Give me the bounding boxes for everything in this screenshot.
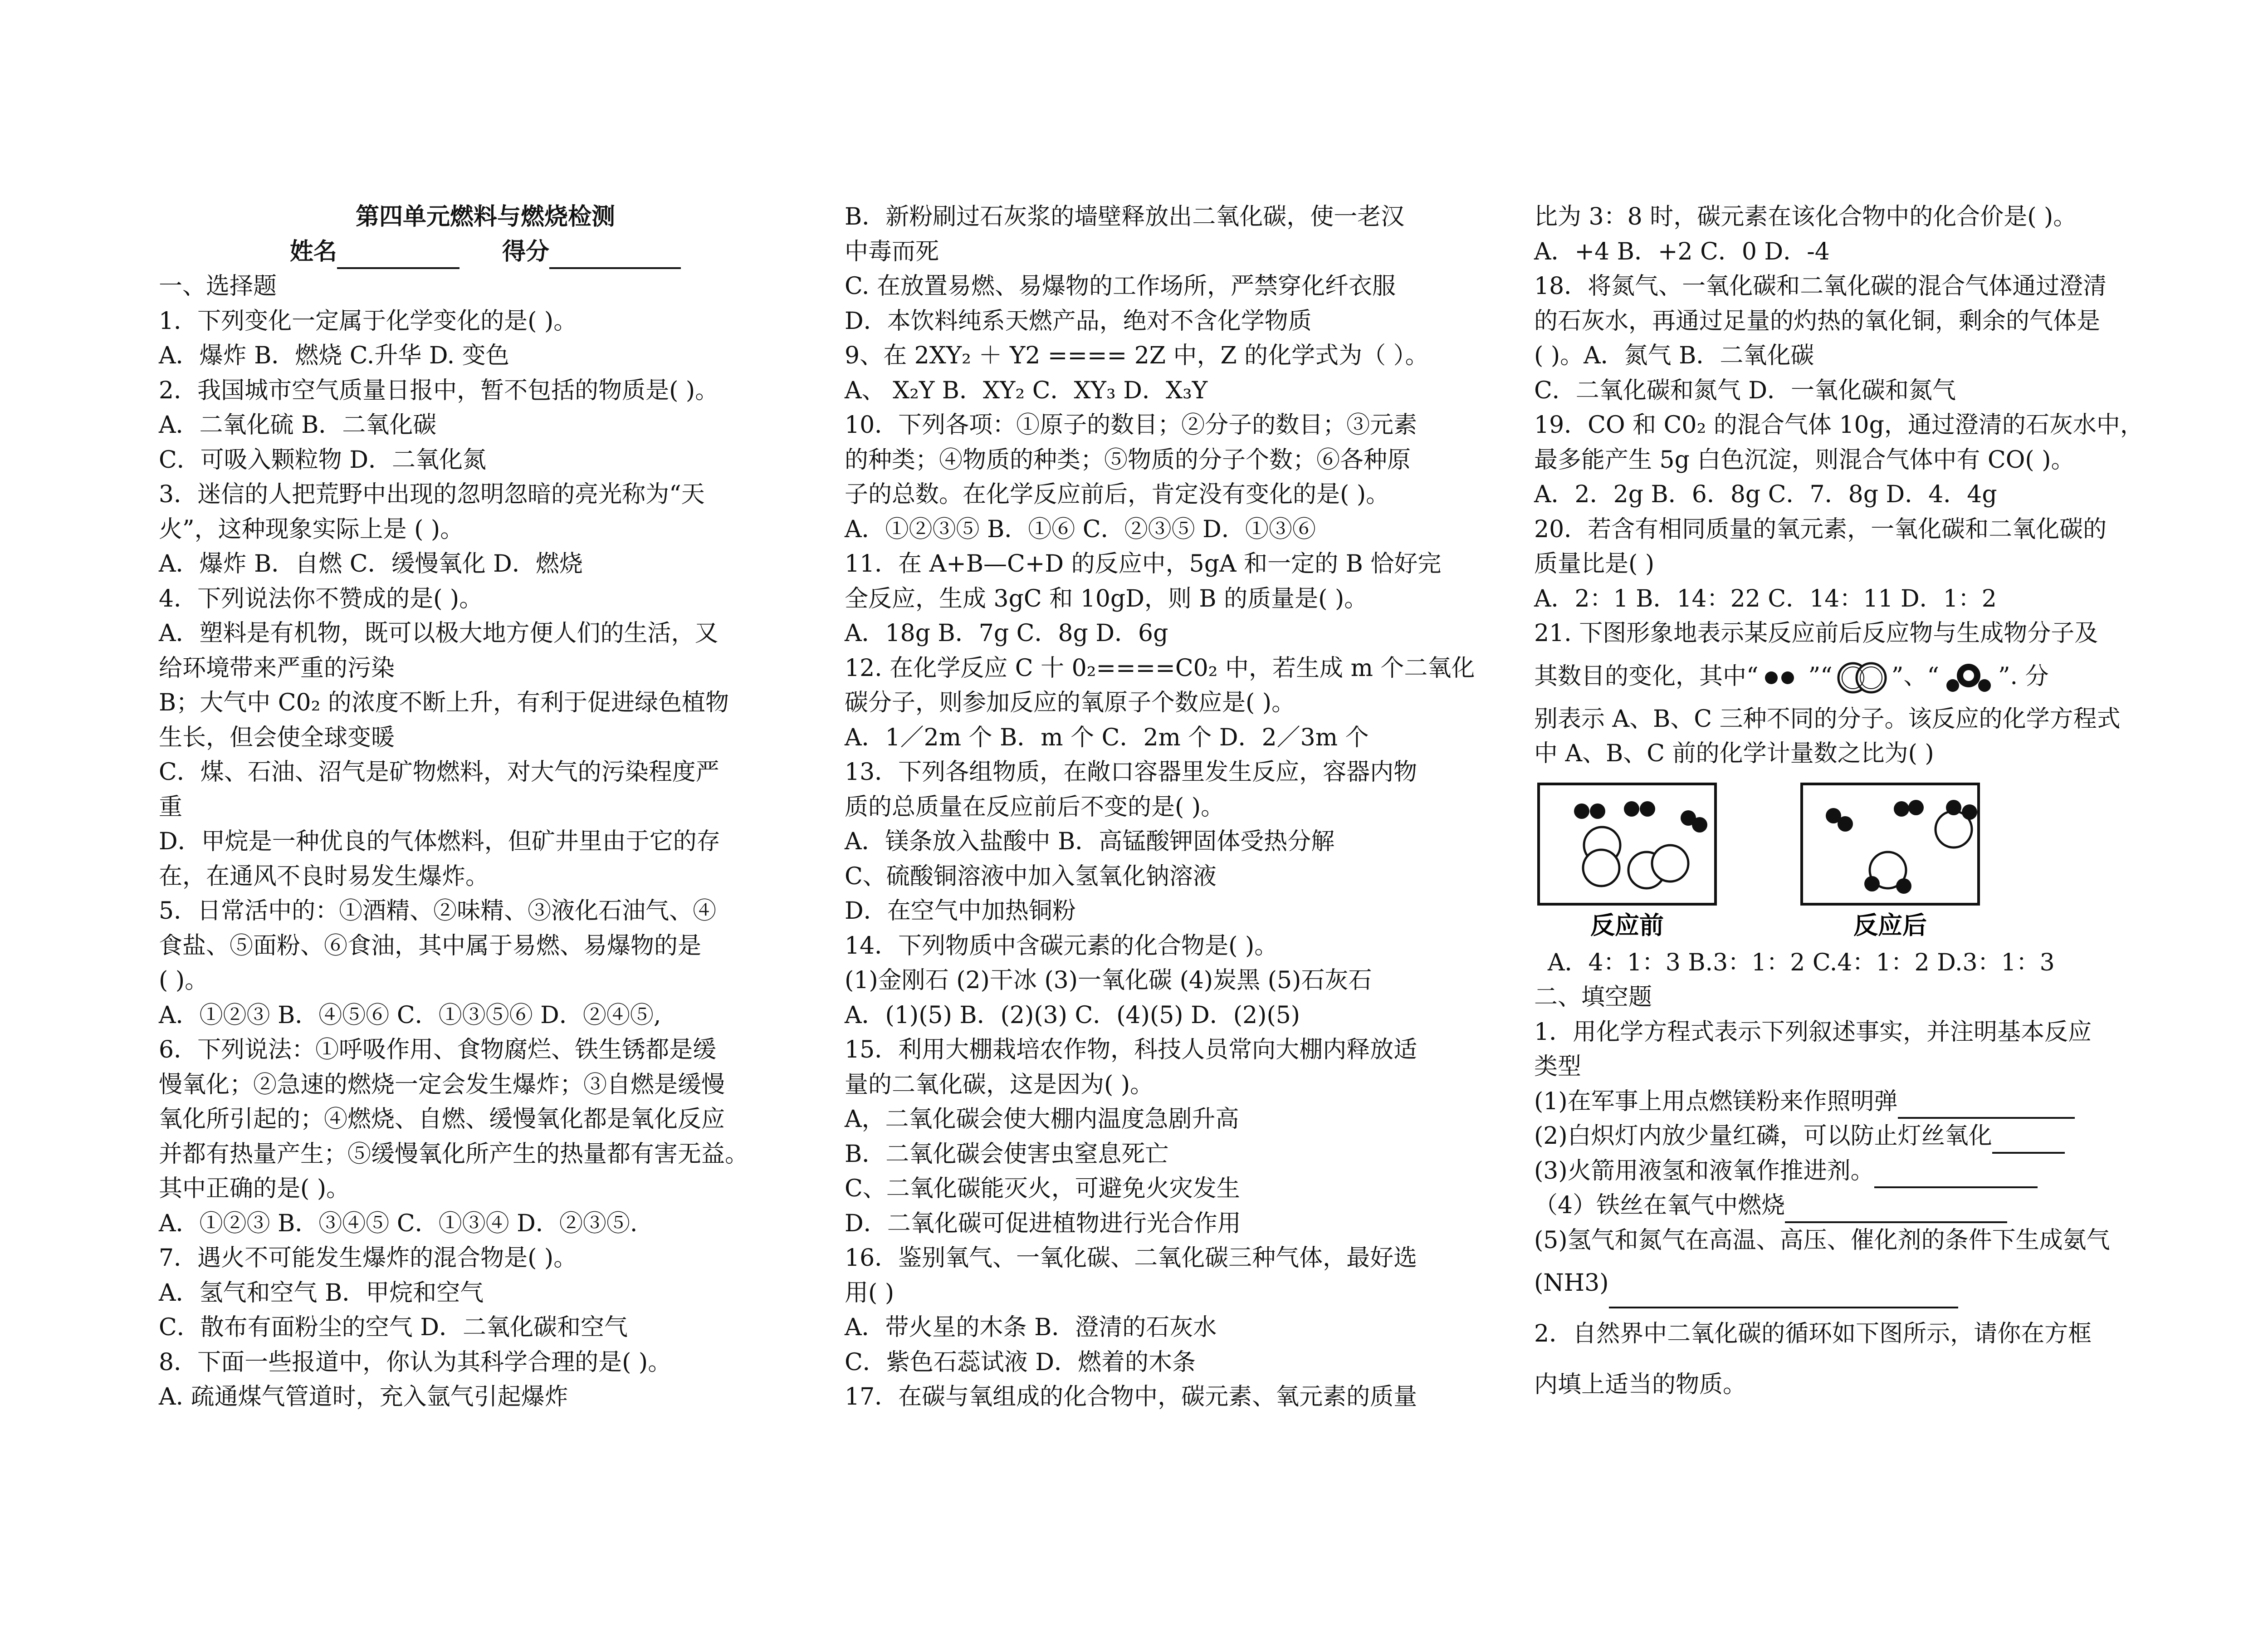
before-label: 反应前 [1590,911,1664,940]
col3a-line: A．2：1 B．14：22 C．14：11 D．1：2 [1534,585,1997,612]
col2-line: 的种类；④物质的种类；⑤物质的分子个数；⑥各种原 [845,446,1411,474]
col3a-line: 的石灰水，再通过足量的灼热的氧化铜，剩余的气体是 [1534,307,2101,335]
col2-line: A．(1)(5) B．(2)(3) C．(4)(5) D．(2)(5) [845,1001,1300,1029]
col2-line: D．在空气中加热铜粉 [845,897,1076,925]
col2-line: A．18g B．7g C．8g D．6g [845,620,1168,647]
col2-lines [845,200,1498,1415]
col3a-line: 18．将氮气、一氧化碳和二氧化碳的混合气体通过澄清 [1534,273,2107,300]
col3b-line: 类型 [1534,1053,1582,1080]
col2-line: A．镁条放入盐酸中 B．高锰酸钾固体受热分解 [845,828,1335,855]
col3a-line: A．+4 B．+2 C．0 D．-4 [1534,238,1830,265]
molecule-c-icon [1939,657,1998,698]
col3a-line: C．二氧化碳和氮气 D．一氧化碳和氮气 [1534,377,1956,404]
col2-line: 全反应，生成 3gC 和 10gD，则 B 的质量是( )。 [845,585,1368,612]
col1-line: 4．下列说法你不赞成的是( )。 [159,585,483,612]
col3a-line: 21. 下图形象地表示某反应前后反应物与生成物分子及 [1534,620,2098,647]
col1-line: A．爆炸 B．自燃 C．缓慢氧化 D．燃烧 [159,550,583,578]
col3b-line: 1．用化学方程式表示下列叙述事实，并注明基本反应 [1534,1018,2092,1046]
col2-line: D．本饮料纯系天燃产品，绝对不含化学物质 [845,307,1312,335]
col1-line: B；大气中 C0₂ 的浓度不断上升，有利于促进绿色植物 [159,689,729,716]
col2-line: 17．在碳与氧组成的化合物中，碳元素、氧元素的质量 [845,1383,1418,1411]
column-2 [845,200,1498,1415]
fill-6: (NH3) [1534,1258,2183,1308]
col3a-line: 19．CO 和 C0₂ 的混合气体 10g，通过澄清的石灰水中， [1534,411,2144,439]
score-blank[interactable] [549,242,681,269]
q2-line2: 内填上适当的物质。 [1534,1371,1747,1398]
col3-lines-b [1534,980,2183,1084]
col1-line: 1．下列变化一定属于化学变化的是( )。 [159,307,577,335]
score-label: 得分 [502,237,550,265]
col2-line: C．紫色石蕊试液 D．燃着的木条 [845,1348,1196,1376]
col1-line: A. 疏通煤气管道时，充入氩气引起爆炸 [159,1383,568,1411]
col1-line: ( )。 [159,967,209,994]
col1-line: 5．日常活中的：①酒精、②味精、③液化石油气、④ [159,897,717,925]
col2-line: D．二氧化碳可促进植物进行光合作用 [845,1210,1241,1237]
col2-line: 9、在 2XY₂ ＋ Y2 ==== 2Z 中，Z 的化学式为（ ）。 [845,342,1429,369]
col1-line: 生长，但会使全球变暖 [159,724,395,751]
col1-line: 食盐、⑤面粉、⑥食油，其中属于易燃、易爆物的是 [159,932,702,960]
col1-line: 2．我国城市空气质量日报中，暂不包括的物质是( )。 [159,377,719,404]
col2-line: 12. 在化学反应 C 十 0₂====C0₂ 中，若生成 m 个二氧化 [845,654,1475,682]
col1-line: 并都有热量产生；⑤缓慢氧化所产生的热量都有害无益。 [159,1140,749,1168]
fill-2: (2)白炽灯内放少量红磷，可以防止灯丝氧化 [1534,1119,2183,1154]
col2-line: A、 X₂Y B．XY₂ C．XY₃ D．X₃Y [845,377,1208,404]
col3a-line: 最多能产生 5g 白色沉淀，则混合气体中有 CO( )。 [1534,446,2075,474]
q2-line1: 2．自然界中二氧化碳的循环如下图所示，请你在方框 [1534,1320,2092,1347]
col1-line: A．①②③ B．③④⑤ C．①③④ D．②③⑤. [159,1210,638,1237]
col2-line: 13．下列各组物质，在敞口容器里发生反应，容器内物 [845,759,1418,786]
before-box [1539,784,1716,904]
q21-line3: 中 A、B、C 前的化学计量数之比为( ) [1534,740,1934,767]
name-blank[interactable] [337,242,459,269]
col2-line: C. 在放置易燃、易爆物的工作场所，严禁穿化纤衣服 [845,273,1396,300]
reaction-diagram [1534,779,2051,943]
col1-line: 8．下面一些报道中，你认为其科学合理的是( )。 [159,1348,672,1376]
col1-lines [159,269,812,1415]
col2-line: B．新粉刷过石灰浆的墙壁释放出二氧化碳，使一老汉 [845,203,1405,230]
col1-line: 一、选择题 [159,273,277,300]
col2-line: A．1／2m 个 B．m 个 C．2m 个 D．2／3m 个 [845,724,1369,751]
col1-line: C．煤、石油、沼气是矿物燃料，对大气的污染程度严 [159,759,719,786]
col1-line: 慢氧化；②急速的燃烧一定会发生爆炸；③自燃是缓慢 [159,1071,725,1098]
col2-line: 16．鉴别氧气、一氧化碳、二氧化碳三种气体，最好选 [845,1244,1418,1272]
col2-line: C、二氧化碳能灭火，可避免火灾发生 [845,1175,1240,1202]
col1-line: D．甲烷是一种优良的气体燃料，但矿井里由于它的存 [159,828,720,855]
col3-lines-a [1534,200,2183,651]
fill-6-blank[interactable] [1609,1281,1958,1308]
fill-3-blank[interactable] [1874,1161,2038,1188]
page-title: 第四单元燃料与燃烧检测 [355,203,615,230]
fill-5: (5)氢气和氮气在高温、高压、催化剂的条件下生成氨气 [1534,1226,2110,1254]
col1-line: 6．下列说法：①呼吸作用、食物腐烂、铁生锈都是缓 [159,1036,717,1063]
col1-line: 重 [159,793,183,821]
col2-line: 量的二氧化碳，这是因为( )。 [845,1071,1154,1098]
col1-line: C．散布有面粉尘的空气 D．二氧化碳和空气 [159,1314,628,1341]
col2-line: B．二氧化碳会使害虫窒息死亡 [845,1140,1169,1168]
col1-line: C．可吸入颗粒物 D．二氧化氮 [159,446,487,474]
col1-line: A．爆炸 B．燃烧 C.升华 D. 变色 [159,342,509,369]
col1-line: 氧化所引起的；④燃烧、自燃、缓慢氧化都是氧化反应 [159,1106,725,1133]
fill-4-blank[interactable] [1785,1196,2007,1223]
molecule-b-icon [1833,657,1892,698]
molecule-a-icon [1759,666,1809,689]
col3a-line: 质量比是( ) [1534,550,1655,578]
col3a-line: 比为 3：8 时，碳元素在该化合物中的化合价是( )。 [1534,203,2077,230]
col1-line: 3．迷信的人把荒野中出现的忽明忽暗的亮光称为“天 [159,481,705,508]
col2-line: C、硫酸铜溶液中加入氢氧化钠溶液 [845,862,1217,890]
q21-line1: 其数目的变化，其中“ ”“ ”、“ ”. 分 [1534,651,2183,702]
col1-line: A．塑料是有机物，既可以极大地方便人们的生活，又 [159,620,719,647]
col2-line: A．①②③⑤ B．①⑥ C．②③⑤ D．①③⑥ [845,515,1316,543]
col2-line: 质的总质量在反应前后不变的是( )。 [845,793,1225,821]
col2-line: 子的总数。在化学反应前后，肯定没有变化的是( )。 [845,481,1390,508]
fill-4: （4）铁丝在氧气中燃烧 [1534,1188,2183,1223]
column-3 [1534,200,2183,1410]
col2-line: 用( ) [845,1279,894,1307]
name-label: 姓名 [289,237,337,265]
after-box [1802,784,1979,904]
col2-line: 11．在 A+B—C+D 的反应中，5gA 和一定的 B 恰好完 [845,550,1442,578]
col2-line: 碳分子，则参加反应的氧原子个数应是( )。 [845,689,1295,716]
col2-line: 15．利用大棚栽培农作物，科技人员常向大棚内释放适 [845,1036,1418,1063]
fill-1-blank[interactable] [1898,1092,2075,1119]
col3b-line: 二、填空题 [1534,984,1652,1011]
col3a-line: A．2．2g B．6．8g C．7．8g D．4．4g [1534,481,1997,508]
q21-line2: 别表示 A、B、C 三种不同的分子。该反应的化学方程式 [1534,705,2121,733]
col1-line: A．氢气和空气 B．甲烷和空气 [159,1279,484,1307]
col2-line: 10．下列各项：①原子的数目；②分子的数目；③元素 [845,411,1418,439]
col2-line: 中毒而死 [845,238,939,265]
after-label: 反应后 [1853,911,1927,940]
col3a-line: ( )。A．氮气 B．二氧化碳 [1534,342,1814,369]
col1-line: 给环境带来严重的污染 [159,654,395,682]
col2-line: A，二氧化碳会使大棚内温度急剧升高 [845,1106,1239,1133]
q21-options: A．4：1：3 B.3：1：2 C.4：1：2 D.3：1：3 [1548,949,2055,976]
col1-line: 火”，这种现象实际上是 ( )。 [159,515,464,543]
fill-2-blank[interactable] [1992,1126,2065,1154]
col2-line: 14．下列物质中含碳元素的化合物是( )。 [845,932,1278,960]
fill-1: (1)在军事上用点燃镁粉来作照明弹 [1534,1084,2183,1119]
col1-line: A．二氧化硫 B．二氧化碳 [159,411,437,439]
col2-line: A．带火星的木条 B．澄清的石灰水 [845,1314,1217,1341]
name-score-line [159,235,812,269]
fill-3: (3)火箭用液氢和液氧作推进剂。 [1534,1154,2183,1189]
col1-line: 在，在通风不良时易发生爆炸。 [159,862,489,890]
col2-line: (1)金刚石 (2)干冰 (3)一氧化碳 (4)炭黑 (5)石灰石 [845,967,1372,994]
col3a-line: 20．若含有相同质量的氧元素，一氧化碳和二氧化碳的 [1534,515,2107,543]
col1-line: A．①②③ B．④⑤⑥ C．①③⑤⑥ D．②④⑤, [159,1001,661,1029]
col1-line: 7．遇火不可能发生爆炸的混合物是( )。 [159,1244,577,1272]
col1-line: 其中正确的是( )。 [159,1175,350,1202]
column-1 [159,200,812,1415]
